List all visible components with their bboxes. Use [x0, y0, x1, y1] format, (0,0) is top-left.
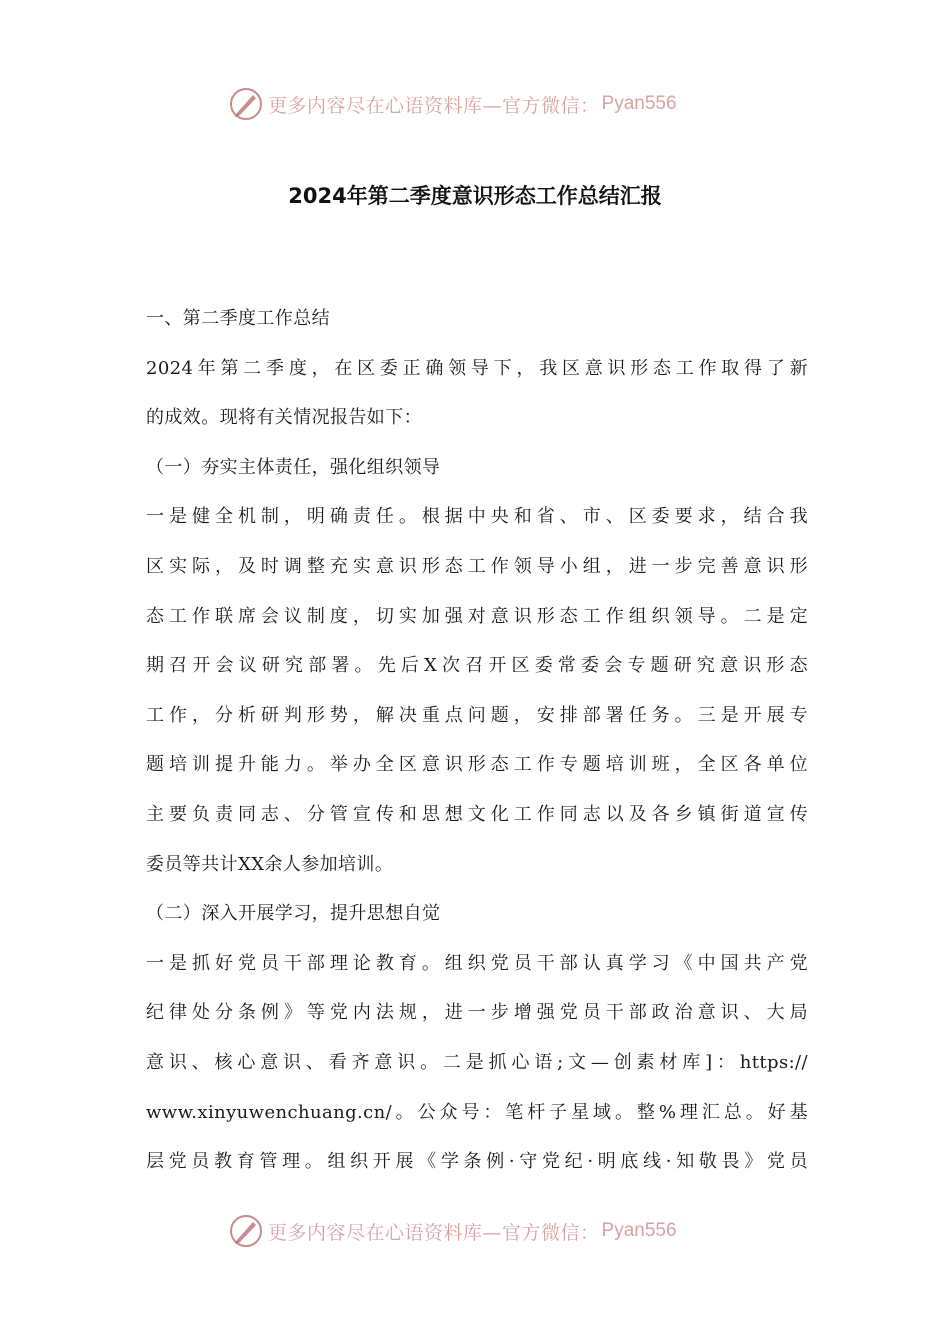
paragraph-line: 一是健全机制，明确责任。根据中央和省、市、区委要求，结合我 [146, 506, 808, 528]
paragraph-line: 层党员教育管理。组织开展《学条例·守党纪·明底线·知敬畏》党员 [146, 1151, 808, 1173]
section-heading: 一、第二季度工作总结 [146, 308, 330, 329]
subsection-heading: （二）深入开展学习，提升思想自觉 [146, 903, 441, 925]
paragraph-line: 区实际，及时调整充实意识形态工作领导小组，进一步完善意识形 [146, 555, 808, 577]
paragraph-line: 期召开会议研究部署。先后X次召开区委常委会专题研究意识形态 [146, 655, 808, 677]
paragraph-line: 一是抓好党员干部理论教育。组织党员干部认真学习《中国共产党 [146, 952, 808, 974]
paragraph-line: 题培训提升能力。举办全区意识形态工作专题培训班，全区各单位 [146, 754, 808, 776]
document-body [146, 294, 808, 1187]
paragraph-line: 主要负责同志、分管宣传和思想文化工作同志以及各乡镇街道宣传 [146, 803, 808, 825]
watermark-banner-bottom [228, 1211, 677, 1251]
paragraph-line: 工作，分析研判形势，解决重点问题，安排部署任务。三是开展专 [146, 704, 808, 726]
watermark-text: 更多内容尽在心语资料库—官方微信： [268, 94, 600, 117]
paragraph-line: 态工作联席会议制度，切实加强对意识形态工作组织领导。二是定 [146, 605, 808, 627]
watermark-id: Pyan556 [601, 93, 677, 114]
paragraph-line: www.xinyuwenchuang.cn/。公众号：笔杆子星域。整%理汇总。好基 [146, 1101, 808, 1123]
watermark-text: 更多内容尽在心语资料库—官方微信： [268, 1221, 600, 1244]
watermark-banner-top [228, 84, 677, 124]
pen-logo-icon [228, 86, 264, 122]
paragraph-line: 2024年第二季度，在区委正确领导下，我区意识形态工作取得了新 [146, 357, 808, 379]
paragraph-line: 的成效。现将有关情况报告如下： [146, 407, 422, 429]
pen-logo-icon [228, 1213, 264, 1249]
paragraph-line: 委员等共计XX余人参加培训。 [146, 853, 394, 875]
subsection-heading: （一）夯实主体责任，强化组织领导 [146, 456, 441, 478]
watermark-id: Pyan556 [601, 1220, 677, 1241]
document-title: 2024年第二季度意识形态工作总结汇报 [288, 184, 662, 208]
paragraph-line: 意识、核心意识、看齐意识。二是抓心语;文—创素材库]：https:// [146, 1051, 808, 1073]
paragraph-line: 纪律处分条例》等党内法规，进一步增强党员干部政治意识、大局 [146, 1002, 808, 1024]
